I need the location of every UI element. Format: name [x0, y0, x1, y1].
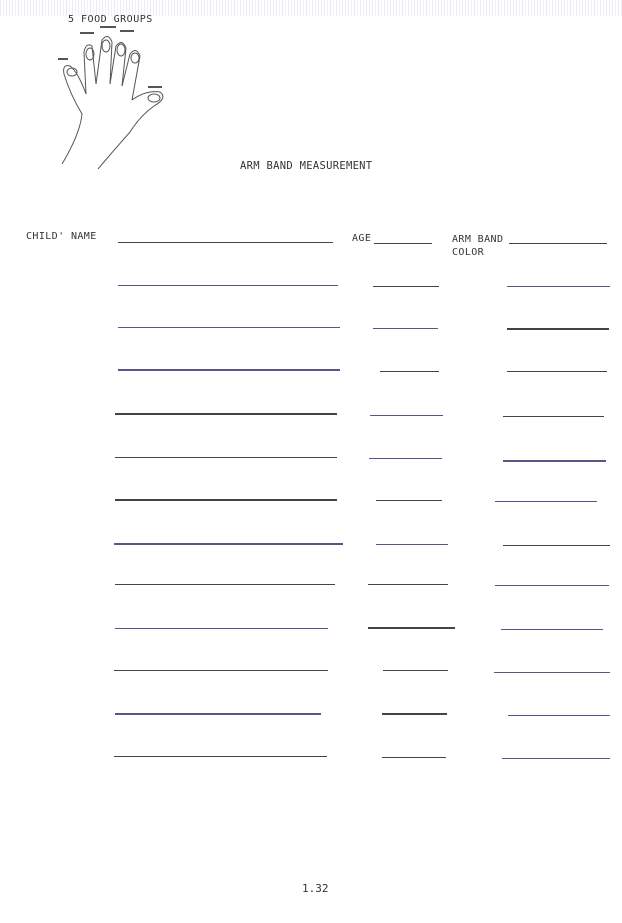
age-line [370, 415, 443, 416]
age-line [382, 757, 446, 758]
age-line [383, 670, 448, 671]
age-line [382, 713, 447, 715]
color-line [507, 371, 607, 372]
color-line [508, 715, 610, 716]
age-line [376, 544, 448, 545]
color-line [495, 585, 609, 586]
age-line [376, 500, 442, 501]
name-line [118, 327, 340, 328]
document-title: ARM BAND MEASUREMENT [240, 160, 373, 172]
color-line [502, 758, 610, 759]
page-number: 1.32 [302, 882, 329, 895]
color-line [495, 501, 597, 502]
food-groups-hand-illustration [50, 24, 190, 169]
color-line [501, 629, 603, 630]
age-line [373, 286, 439, 287]
age-line [373, 328, 438, 329]
name-line [114, 670, 328, 671]
arm-band-label-line2: COLOR [452, 247, 485, 258]
color-line [494, 672, 610, 673]
child-name-label: CHILD' NAME [26, 231, 97, 242]
name-line [115, 413, 337, 415]
arm-band-color-label [452, 233, 503, 259]
name-line [114, 543, 343, 545]
name-line [115, 628, 328, 629]
age-line [369, 458, 442, 459]
name-line [118, 285, 338, 286]
age-line [368, 627, 455, 629]
arm-band-label-line1: ARM BAND [452, 234, 504, 245]
arm-band-color-blank [509, 243, 607, 244]
color-line [503, 416, 604, 417]
age-line [380, 371, 439, 372]
color-line [503, 545, 610, 546]
name-line [115, 499, 337, 501]
child-name-blank [118, 242, 333, 243]
name-line [115, 457, 337, 458]
age-line [368, 584, 448, 585]
name-line [115, 584, 335, 585]
age-blank [374, 243, 432, 244]
name-line [114, 756, 327, 757]
logo-title: 5 FOOD GROUPS [68, 14, 153, 25]
name-line [115, 713, 321, 715]
color-line [507, 286, 610, 287]
color-line [507, 328, 609, 330]
age-label: AGE [352, 233, 372, 244]
name-line [118, 369, 340, 371]
color-line [503, 460, 606, 462]
